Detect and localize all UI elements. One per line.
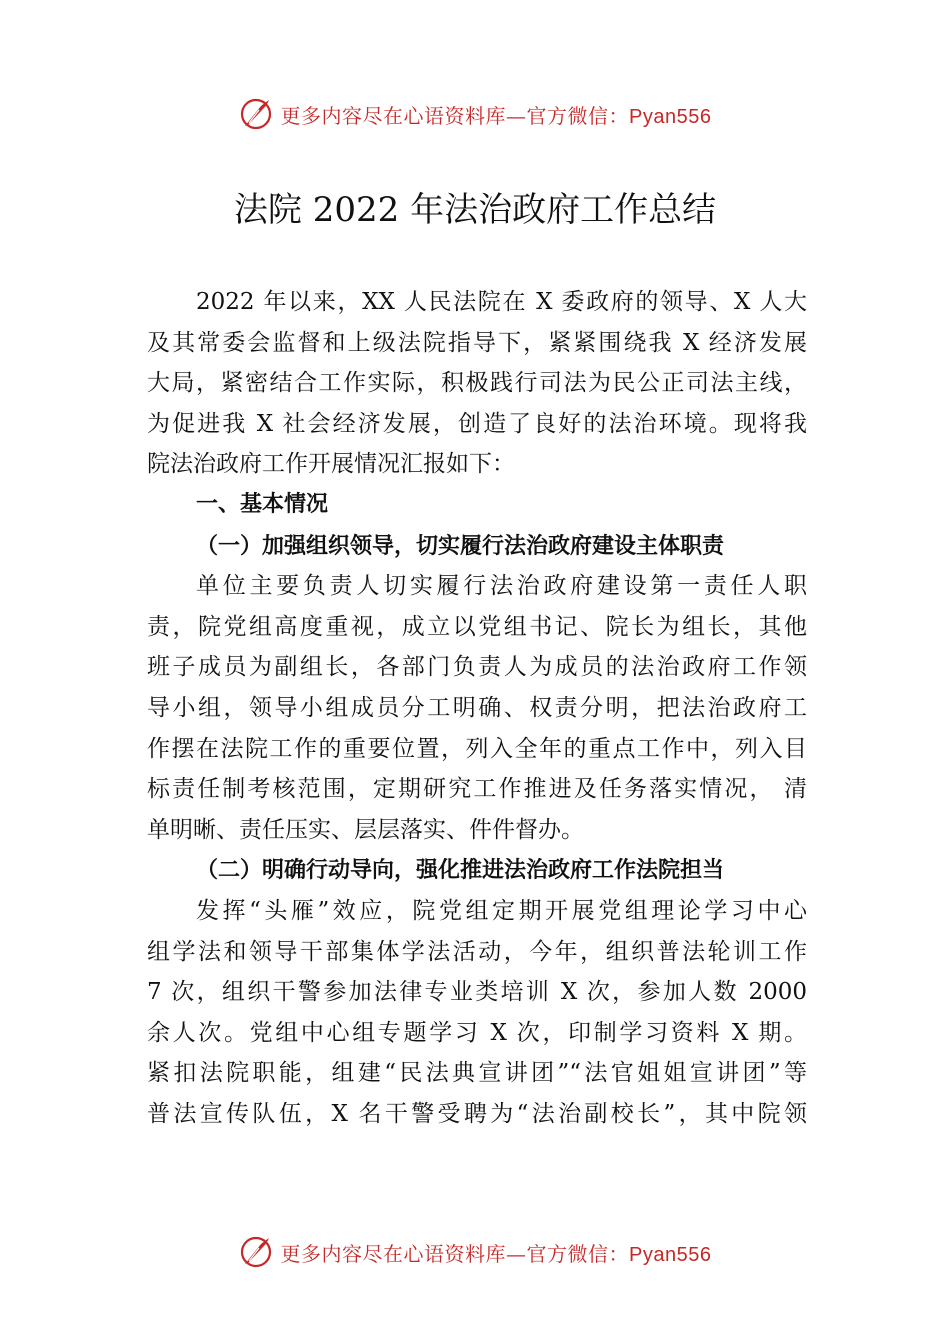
text-line: 及其常委会监督和上级法院指导下，紧紧围绕我 X 经济发展	[147, 329, 807, 356]
banner-label: 更多内容尽在心语资料库—官方微信：	[280, 1241, 630, 1266]
text-line: 单位主要负责人切实履行法治政府建设第一责任人职	[196, 573, 807, 600]
text-line: 余人次。党组中心组专题学习 X 次，印制学习资料 X 期。	[147, 1019, 807, 1046]
document-body	[147, 282, 807, 1134]
section-heading: （二）明确行动导向，强化推进法治政府工作法院担当	[196, 857, 725, 884]
section-heading: （一）加强组织领导，切实履行法治政府建设主体职责	[196, 532, 725, 559]
text-line: 7 次，组织干警参加法律专业类培训 X 次，参加人数 2000	[147, 979, 807, 1006]
text-line: 院法治政府工作开展情况汇报如下：	[147, 451, 515, 478]
banner-label: 更多内容尽在心语资料库—官方微信：	[280, 103, 630, 128]
text-line: 责，院党组高度重视，成立以党组书记、院长为组长，其他	[147, 613, 807, 640]
banner-text	[281, 1238, 712, 1267]
wechat-id: Pyan556	[629, 1243, 712, 1266]
banner-text	[281, 100, 712, 129]
text-line: 紧扣法院职能，组建“民法典宣讲团”“法官姐姐宣讲团”等	[147, 1060, 807, 1087]
text-line: 为促进我 X 社会经济发展，创造了良好的法治环境。现将我	[147, 410, 807, 437]
text-line: 组学法和领导干部集体学法活动，今年，组织普法轮训工作	[147, 938, 807, 965]
quill-pen-in-circle-icon	[239, 97, 273, 131]
quill-pen-in-circle-icon	[239, 1235, 273, 1269]
document-title: 法院 2022 年法治政府工作总结	[233, 190, 717, 230]
footer-banner	[0, 1232, 950, 1272]
text-line: 大局，紧密结合工作实际，积极践行司法为民公正司法主线，	[147, 370, 807, 397]
text-line: 作摆在法院工作的重要位置，列入全年的重点工作中，列入目	[147, 735, 807, 762]
text-line: 2022 年以来，XX 人民法院在 X 委政府的领导、X 人大	[196, 289, 807, 315]
text-line: 发挥“头雁”效应，院党组定期开展党组理论学习中心	[196, 897, 807, 924]
text-line: 单明晰、责任压实、层层落实、件件督办。	[147, 816, 584, 843]
section-heading: 一、基本情况	[196, 491, 329, 517]
header-banner	[0, 94, 950, 134]
text-line: 普法宣传队伍，X 名干警受聘为“法治副校长”，其中院领	[147, 1100, 807, 1127]
text-line: 导小组，领导小组成员分工明确、权责分明，把法治政府工	[147, 694, 807, 721]
text-line: 班子成员为副组长，各部门负责人为成员的法治政府工作领	[147, 654, 807, 681]
text-line: 标责任制考核范围，定期研究工作推进及任务落实情况， 清	[147, 776, 807, 803]
wechat-id: Pyan556	[629, 105, 712, 128]
